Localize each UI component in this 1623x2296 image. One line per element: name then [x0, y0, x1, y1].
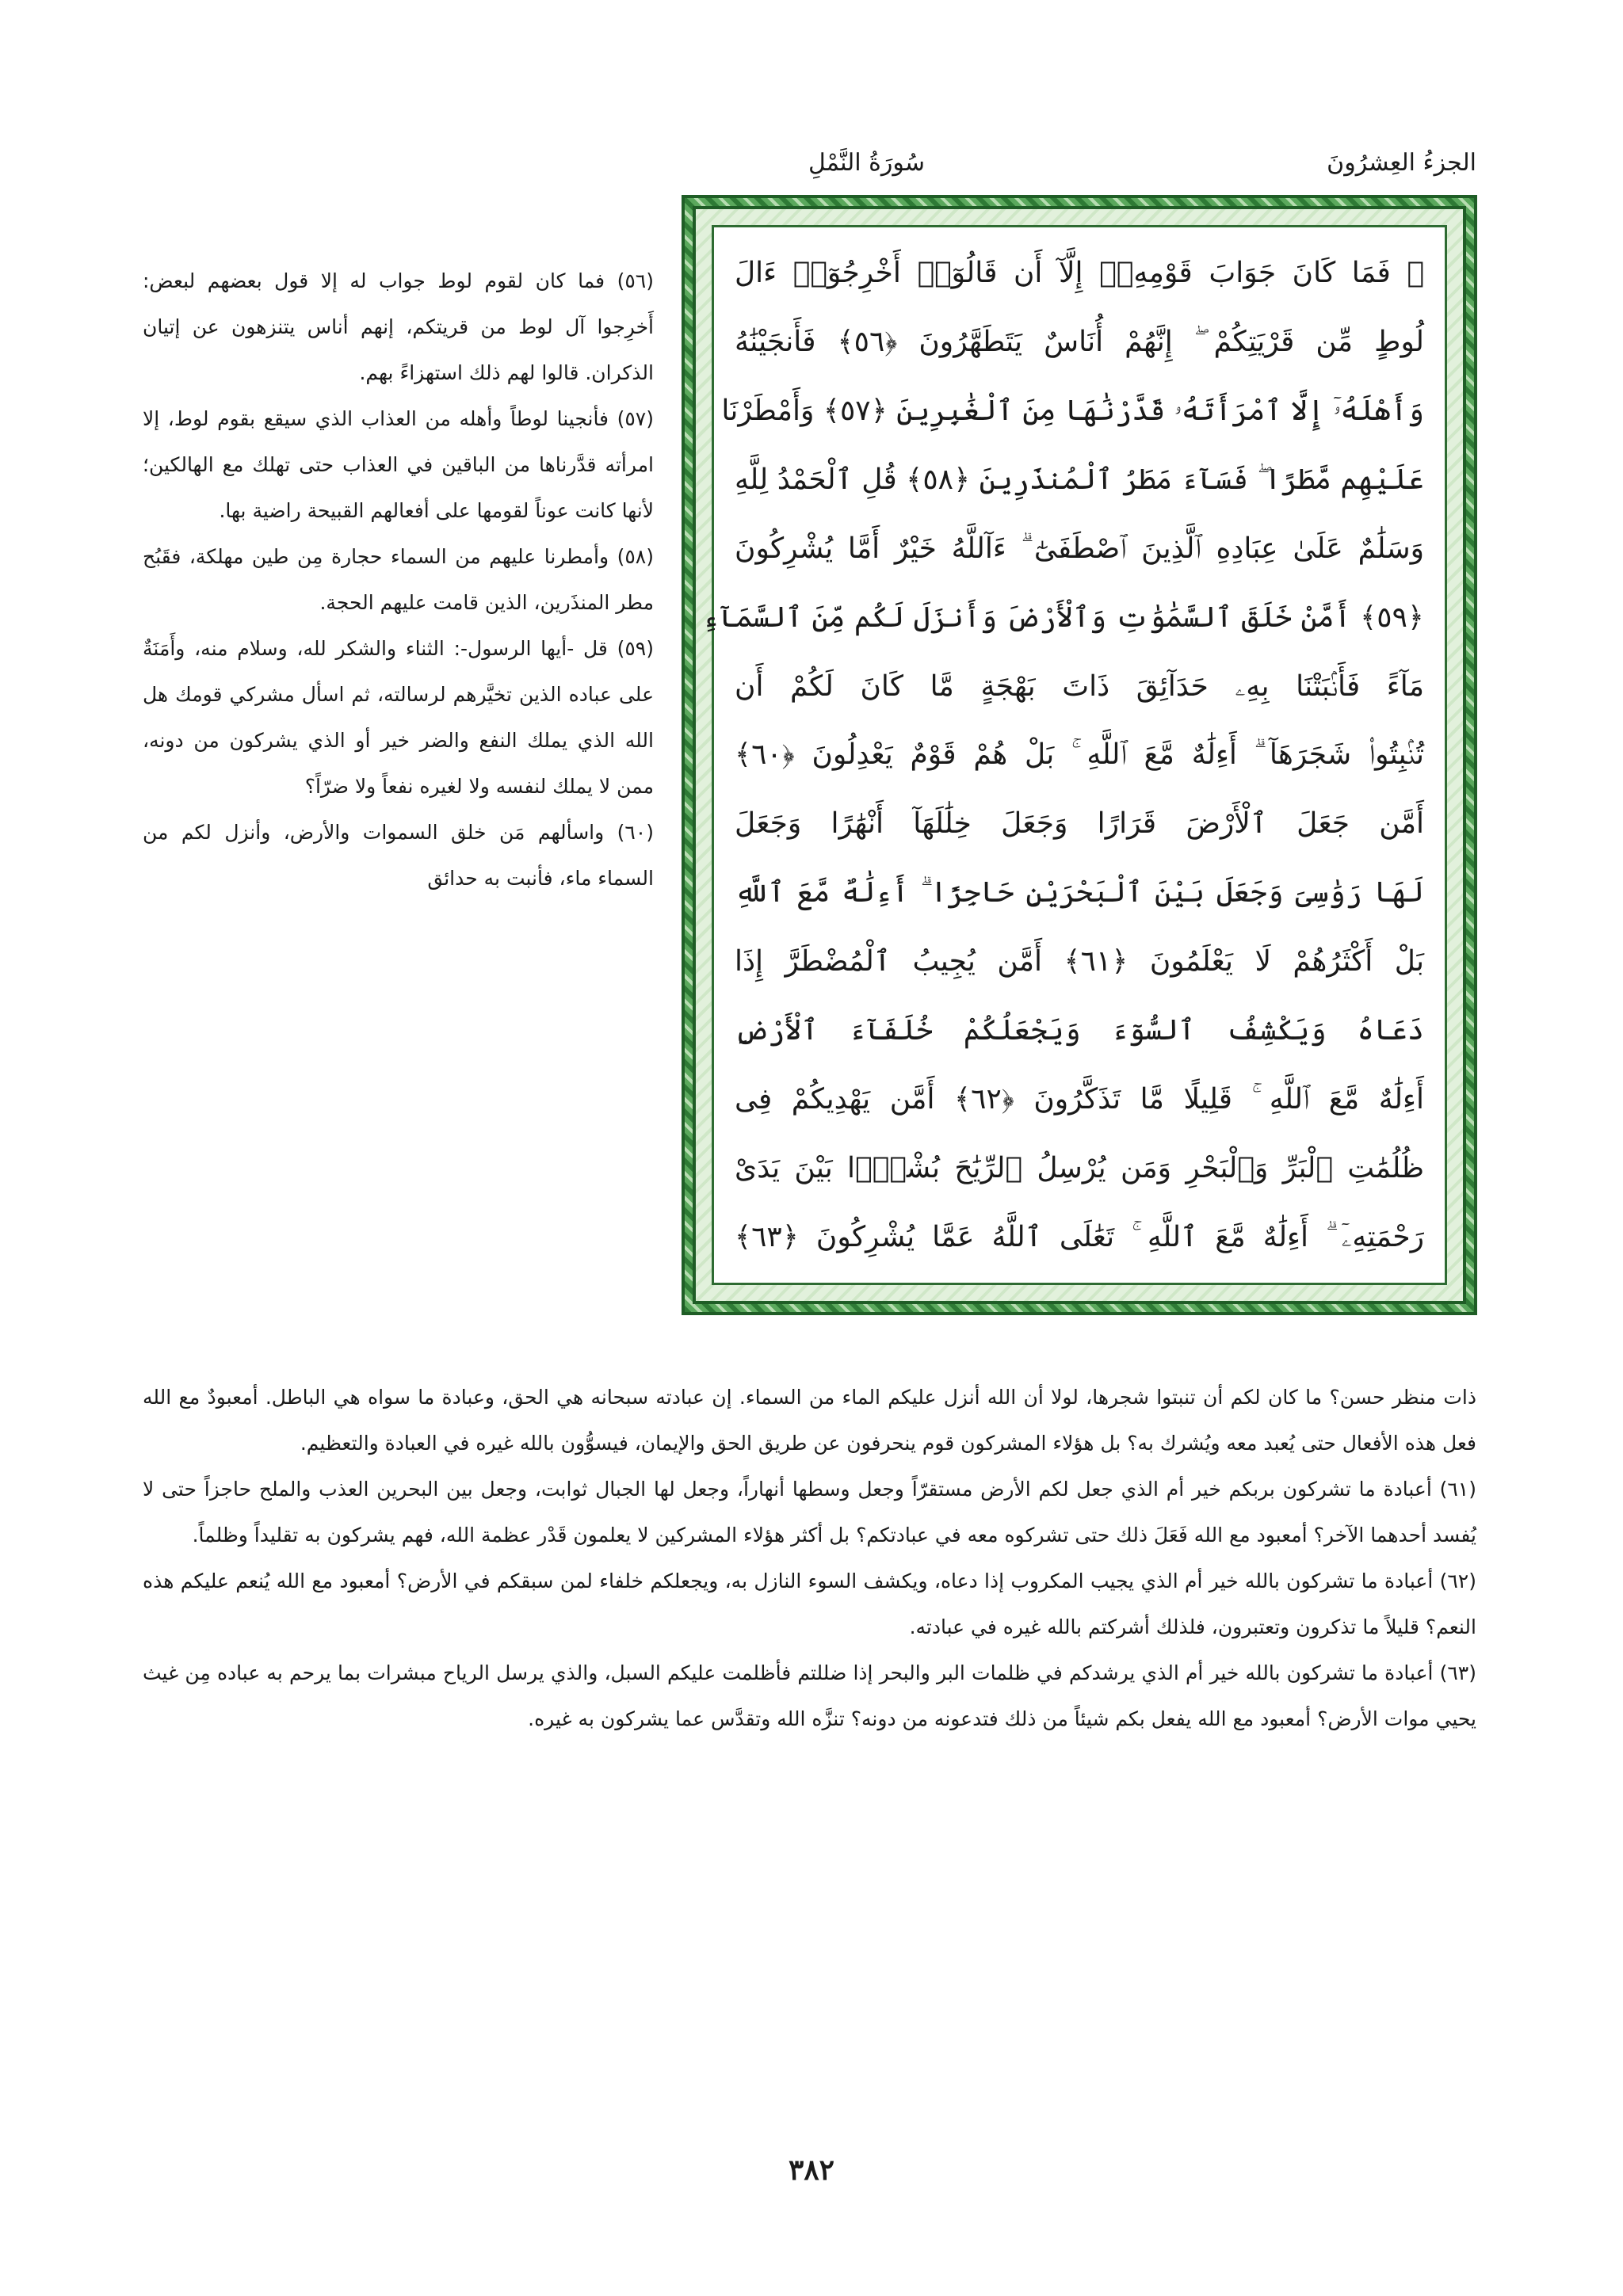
quran-line: بَلْ أَكْثَرُهُمْ لَا يَعْلَمُونَ ﴿٦١﴾ أَمَّن يُجِيبُ ٱلْمُضْطَرَّ إِذَا	[735, 945, 1424, 978]
tafsir-paragraph: (٦١) أعبادة ما تشركون بربكم خير أم الذي جعل لكم الأرض مستقرّاً وجعل وسطها أنهاراً، وجعل لها الجبال ثوابت، وجعل بين البحرين العذب والملح حاجزاً حتى لا يُفسد أحدهما الآخر؟ أمعبود مع الله فَعَلَ ذلك حتى تشركوه معه في عبادتكم؟ بل أكثر هؤلاء المشركين لا يعلمون قَدْر عظمة الله، فهم يشركون به تقليداً وظلماً.	[143, 1478, 1476, 1547]
quran-line: أَمَّن جَعَلَ ٱلْأَرْضَ قَرَارًا وَجَعَلَ خِلَٰلَهَآ أَنْهَٰرًا وَجَعَلَ	[735, 807, 1424, 841]
quran-line: لَهَا رَوَٰسِىَ وَجَعَلَ بَيْنَ ٱلْبَحْرَيْنِ حَاجِزًا ۗ أَءِلَٰهٌ مَّعَ ٱللَّهِ	[735, 876, 1424, 910]
quran-line: وَأَهْلَهُۥٓ إِلَّا ٱمْرَأَتَهُۥ قَدَّرْنَٰهَا مِنَ ٱلْغَٰبِرِينَ ﴿٥٧﴾ وَأَمْطَرْنَا	[721, 394, 1424, 427]
quran-line: مَآءً فَأَنۢبَتْنَا بِهِۦ حَدَآئِقَ ذَاتَ بَهْجَةٍ مَّا كَانَ لَكُمْ أَن	[735, 669, 1424, 703]
quran-line: رَحْمَتِهِۦٓ ۗ أَءِلَٰهٌ مَّعَ ٱللَّهِ ۚ تَعَٰلَى ٱللَّهُ عَمَّا يُشْرِكُونَ ﴿٦٣﴾	[735, 1220, 1424, 1253]
tafsir-paragraph: (٥٧) فأنجينا لوطاً وأهله من العذاب الذي سيقع بقوم لوط، إلا امرأته قدَّرناها من الباقين في العذاب حتى تهلك مع الهالكين؛ لأنها كانت عوناً لقومها على أفعالهم القبيحة راضية بها.	[143, 407, 654, 522]
frame-ornament	[693, 206, 1466, 1304]
tafsir-paragraph: ذات منظر حسن؟ ما كان لكم أن تنبتوا شجرها، لولا أن الله أنزل عليكم الماء من السماء. إن عبادته سبحانه هي الحق، وعبادة ما سواه هي الباطل. أمعبودٌ مع الله فعل هذه الأفعال حتى يُعبد معه ويُشرك به؟ بل هؤلاء المشركون قوم ينحرفون عن طريق الحق والإيمان، فيسوُّون بالله غيره في العبادة والتعظيم.	[143, 1386, 1476, 1455]
quran-line: ۞ فَمَا كَانَ جَوَابَ قَوْمِهِۦٓ إِلَّآ أَن قَالُوٓا۟ أَخْرِجُوٓا۟ ءَالَ	[735, 257, 1424, 289]
tafsir-paragraph: (٦٢) أعبادة ما تشركون بالله خير أم الذي يجيب المكروب إذا دعاه، ويكشف السوء النازل به، ويجعلكم خلفاء لمن سبقكم في الأرض؟ أمعبود مع الله يُنعم عليكم هذه النعم؟ قليلاً ما تذكرون وتعتبرون، فلذلك أشركتم بالله غيره في عبادته.	[143, 1569, 1476, 1638]
tafsir-paragraph: (٦٠) واسألهم مَن خلق السموات والأرض، وأنزل لكم من السماء ماء، فأنبت به حدائق	[143, 821, 654, 890]
quran-frame	[682, 195, 1477, 1315]
tafsir-paragraph: (٦٣) أعبادة ما تشركون بالله خير أم الذي يرشدكم في ظلمات البر والبحر إذا ضللتم فأظلمت عليكم السبل، والذي يرسل الرياح مبشرات بما يرحم به عباده مِن غيث يحيي موات الأرض؟ أمعبود مع الله يفعل بكم شيئاً من ذلك فتدعونه من دونه؟ تنزَّه الله وتقدَّس عما يشركون به غيره.	[143, 1661, 1476, 1730]
quran-line: وَسَلَٰمٌ عَلَىٰ عِبَادِهِ ٱلَّذِينَ ٱصْطَفَىٰٓ ۗ ءَآللَّهُ خَيْرٌ أَمَّا يُشْرِكُونَ	[735, 532, 1424, 565]
tafsir-paragraph: (٥٦) فما كان لقوم لوط جواب له إلا قول بعضهم لبعض: أَخرِجوا آل لوط من قريتكم، إنهم أناس يتنزهون عن إتيان الذكران. قالوا لهم ذلك استهزاءً بهم.	[143, 269, 654, 384]
tafsir-paragraph: (٥٨) وأمطرنا عليهم من السماء حجارة مِن طين مهلكة، فقَبُح مطر المنذَرين، الذين قامت عليهم الحجة.	[143, 545, 654, 614]
quran-line: تُنۢبِتُوا۟ شَجَرَهَآ ۗ أَءِلَٰهٌ مَّعَ ٱللَّهِ ۚ بَلْ هُمْ قَوْمٌ يَعْدِلُونَ ﴿٦٠﴾	[735, 738, 1424, 772]
tafsir-side-column	[143, 258, 654, 902]
tafsir-paragraph: (٥٩) قل -أيها الرسول-: الثناء والشكر لله، وسلام منه، وأَمَنَةٌ على عباده الذين تخيَّرهم لرسالته، ثم اسأل مشركي قومك هل الله الذي يملك النفع والضر خير أو الذي يشركون من دونه، ممن لا يملك لنفسه ولا لغيره نفعاً ولا ضرّاً؟	[143, 637, 654, 798]
quran-line: لُوطٍ مِّن قَرْيَتِكُمْ ۖ إِنَّهُمْ أُنَاسٌ يَتَطَهَّرُونَ ﴿٥٦﴾ فَأَنجَيْنَٰهُ	[735, 325, 1425, 358]
page-number: ٣٨٢	[788, 2153, 834, 2187]
quran-line: دَعَاهُ وَيَكْشِفُ ٱلسُّوٓءَ وَيَجْعَلُكُمْ خُلَفَآءَ ٱلْأَرْضِ	[735, 1014, 1424, 1047]
tafsir-full-width	[143, 1375, 1476, 1742]
quran-line: عَلَيْهِم مَّطَرًا ۖ فَسَآءَ مَطَرُ ٱلْمُنذَرِينَ ﴿٥٨﴾ قُلِ ٱلْحَمْدُ لِلَّهِ	[735, 463, 1425, 496]
quran-line: أَءِلَٰهٌ مَّعَ ٱللَّهِ ۚ قَلِيلًا مَّا تَذَكَّرُونَ ﴿٦٢﴾ أَمَّن يَهْدِيكُمْ فِى	[735, 1083, 1424, 1116]
quran-line: ﴿٥٩﴾ أَمَّنْ خَلَقَ ٱلسَّمَٰوَٰتِ وَٱلْأَرْضَ وَأَنزَلَ لَكُم مِّنَ ٱلسَّمَآءِ	[702, 601, 1424, 634]
quran-text	[702, 225, 1447, 1285]
quran-line: ظُلُمَٰتِ ٱلْبَرِّ وَٱلْبَحْرِ وَمَن يُرْسِلُ ٱلرِّيَٰحَ بُشْرًۢا بَيْنَ يَدَىْ	[735, 1151, 1424, 1184]
surah-title: سُورَةُ النَّمْلِ	[808, 149, 925, 177]
juz-title: الجزءُ العِشرُونَ	[1327, 149, 1476, 177]
